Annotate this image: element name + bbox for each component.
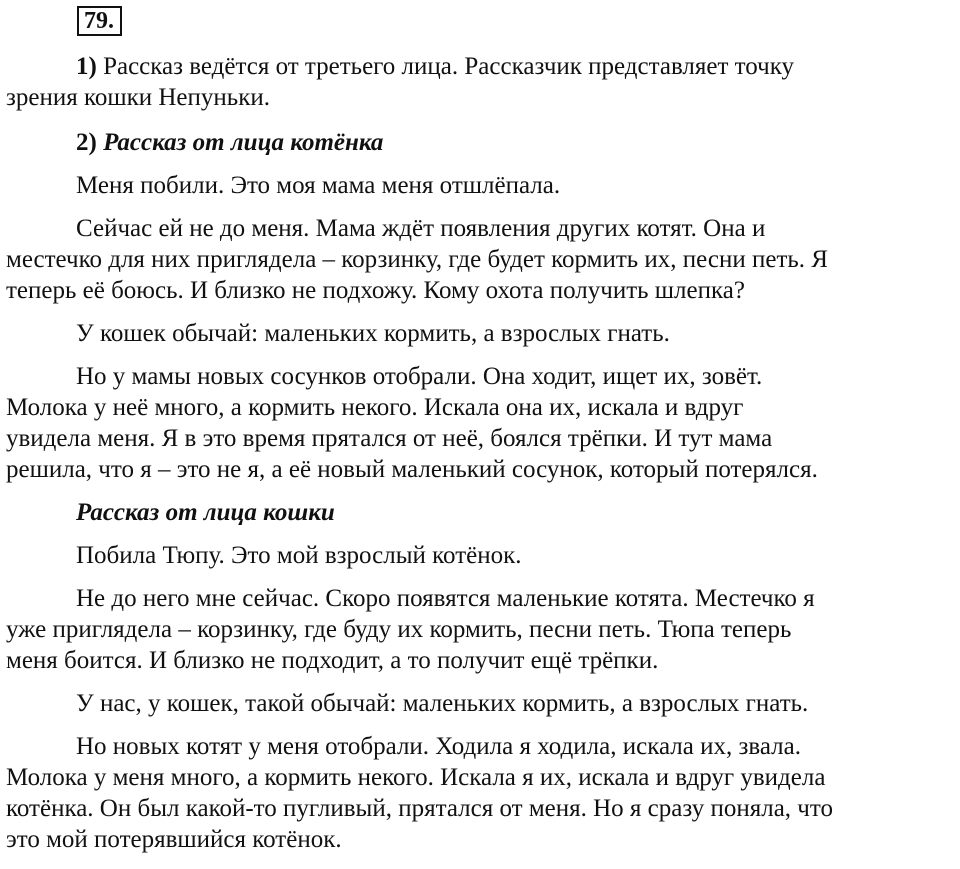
text-line: Побила Тюпу. Это мой взрослый котёнок. — [76, 542, 522, 569]
cat-paragraph-4 — [6, 731, 936, 855]
exercise-number-box — [77, 6, 122, 36]
kitten-paragraph-3 — [6, 318, 936, 349]
text-line: Но новых котят у меня отобрали. Ходила я ходила, искала их, звала. — [76, 733, 801, 760]
part1-line: зрения кошки Непуньки. — [6, 84, 270, 111]
text-line: уже приглядела – корзинку, где буду их кормить, песни петь. Тюпа теперь — [6, 616, 792, 643]
part2-title: Рассказ от лица котёнка — [103, 129, 384, 156]
part1-paragraph — [6, 51, 936, 113]
text-line: это мой потерявшийся котёнок. — [6, 826, 342, 853]
text-line: Меня побили. Это моя мама меня отшлёпала. — [76, 172, 561, 199]
cat-heading: Рассказ от лица кошки — [76, 499, 335, 526]
cat-paragraph-2 — [6, 583, 936, 676]
text-line: Но у мамы новых сосунков отобрали. Она ходит, ищет их, зовёт. — [76, 363, 763, 390]
cat-paragraph-3 — [6, 688, 936, 719]
text-line: увидела меня. Я в это время прятался от неё, боялся трёпки. И тут мама — [6, 425, 773, 452]
kitten-paragraph-1 — [6, 170, 936, 201]
part2-heading — [6, 127, 936, 158]
cat-paragraph-1 — [6, 540, 936, 571]
kitten-paragraph-2 — [6, 213, 936, 306]
exercise-number: 79. — [84, 8, 114, 34]
kitten-paragraph-4 — [6, 361, 936, 485]
text-line: котёнка. Он был какой-то пугливый, прятался от меня. Но я сразу поняла, что — [6, 795, 833, 822]
part1-label: 1) — [76, 53, 97, 80]
text-line: теперь её боюсь. И близко не подхожу. Кому охота получить шлепка? — [6, 277, 745, 304]
text-line: Молока у неё много, а кормить некого. Искала она их, искала и вдруг — [6, 394, 744, 421]
part2-label: 2) — [76, 129, 97, 156]
exercise-page — [6, 6, 936, 855]
text-line: Молока у меня много, а кормить некого. Искала я их, искала и вдруг увидела — [6, 764, 826, 791]
text-line: меня боится. И близко не подходит, а то получит ещё трёпки. — [6, 647, 659, 674]
text-line: У нас, у кошек, такой обычай: маленьких кормить, а взрослых гнать. — [76, 690, 809, 717]
part1-line: Рассказ ведётся от третьего лица. Рассказчик представляет точку — [103, 53, 794, 80]
text-line: Сейчас ей не до меня. Мама ждёт появления других котят. Она и — [76, 215, 766, 242]
text-line: Не до него мне сейчас. Скоро появятся маленькие котята. Местечко я — [76, 585, 815, 612]
text-line: местечко для них приглядела – корзинку, где будет кормить их, песни петь. Я — [6, 246, 828, 273]
text-line: решила, что я – это не я, а её новый маленький сосунок, который потерялся. — [6, 456, 818, 483]
text-line: У кошек обычай: маленьких кормить, а взрослых гнать. — [76, 320, 670, 347]
